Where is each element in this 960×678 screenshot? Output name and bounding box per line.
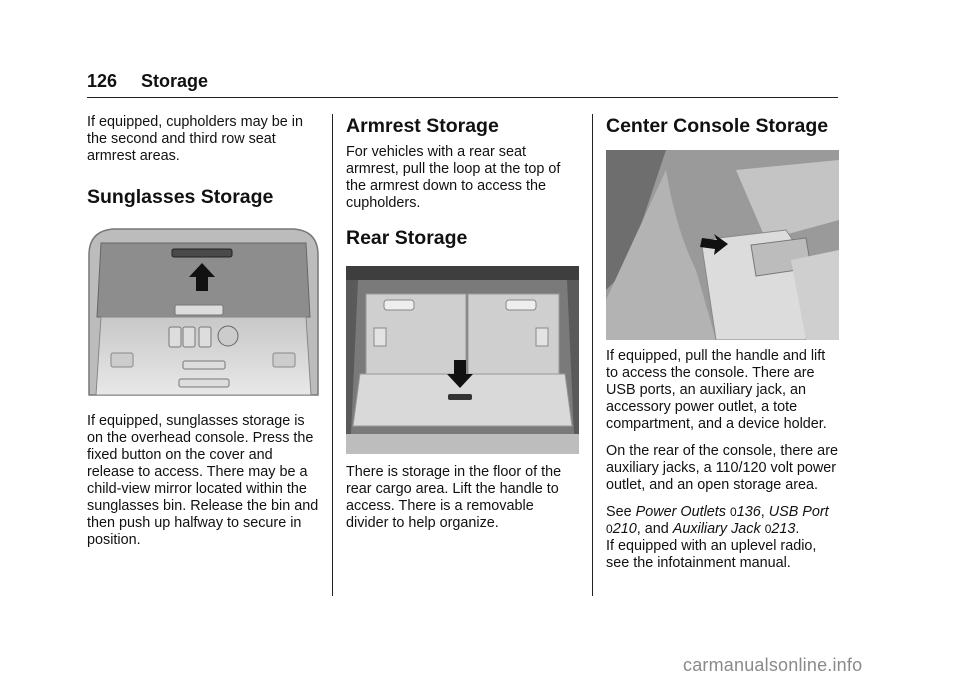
page-ref-icon: 0 [764,522,772,536]
power-outlets-link[interactable]: Power Outlets [635,504,726,520]
watermark: carmanualsonline.info [683,655,863,675]
column-divider-2 [592,114,593,596]
section-title: Storage [141,71,209,91]
sunglasses-paragraph: If equipped, sunglasses storage is on the overhead console. Press the fixed button on the cover and release to access. There may be a child-view mirror located within the sunglasses bin. Release the bin and then push up halfway to secure in position. [87,413,319,548]
usb-port-link[interactable]: USB Port [768,504,829,520]
radio-paragraph: If equipped with an uplevel radio, see the infotainment manual. [606,538,817,571]
auxiliary-jack-page[interactable]: 213 [771,521,796,537]
page-ref-icon: 0 [606,522,613,536]
page-header [87,71,838,98]
and-word: and [644,521,669,537]
rear-cargo-illustration [346,266,579,454]
power-outlets-page[interactable]: 136 [736,504,761,520]
column-3 [606,114,839,582]
rear-storage-paragraph: There is storage in the floor of the rear cargo area. Lift the handle to access. There is a removable divider to help organize. [346,464,562,531]
auxiliary-jack-link[interactable]: Auxiliary Jack [672,521,761,537]
column-1 [87,114,320,559]
armrest-heading: Armrest Storage [346,115,499,137]
console-paragraph-2: On the rear of the console, there are auxiliary jacks, a 110/120 volt power outlet, and an open storage area. [606,443,838,493]
armrest-paragraph: For vehicles with a rear seat armrest, pull the loop at the top of the armrest down to access the cupholders. [346,144,561,211]
usb-port-page[interactable]: 210 [612,521,637,537]
see-word: See [606,504,632,520]
rear-storage-heading: Rear Storage [346,227,468,249]
center-console-heading: Center Console Storage [606,115,829,137]
page-number: 126 [87,71,118,91]
sunglasses-heading: Sunglasses Storage [87,186,274,208]
page-ref-icon: 0 [730,505,737,519]
column-divider-1 [332,114,333,596]
overhead-console-illustration [87,225,320,403]
center-console-illustration [606,150,839,340]
column-2 [346,114,579,542]
cross-reference-paragraph: See Power Outlets 0136, USB Port 0210, and Auxiliary Jack 0213. [606,504,829,537]
console-paragraph-1: If equipped, pull the handle and lift to access the console. There are USB ports, an auxiliary jack, an accessory power outlet, a tote compartment, and a device holder. [606,348,827,432]
cupholder-paragraph: If equipped, cupholders may be in the second and third row seat armrest areas. [87,114,304,164]
